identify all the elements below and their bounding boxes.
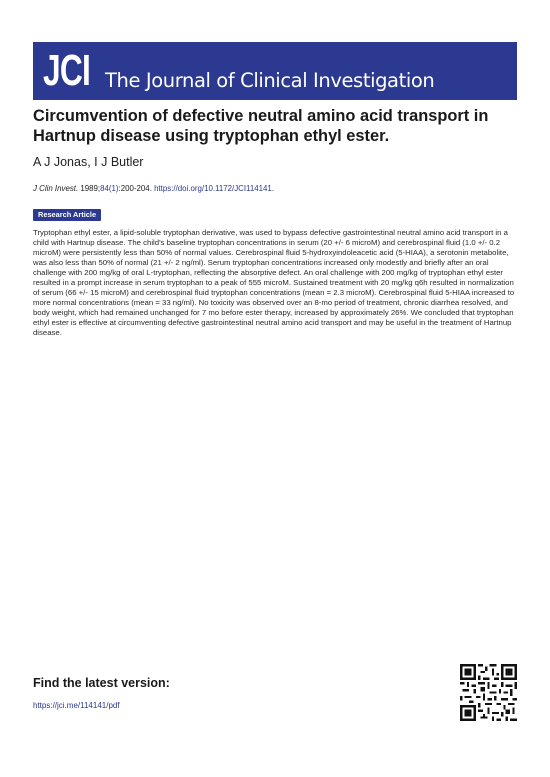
citation-year: 1989;	[80, 184, 101, 193]
citation-journal: J Clin Invest.	[33, 184, 79, 193]
qr-code-icon[interactable]	[460, 664, 517, 721]
article-title: Circumvention of defective neutral amino acid transport in Hartnup disease using tryptophan ethyl ester.	[33, 107, 489, 145]
abstract-text: Tryptophan ethyl ester, a lipid-soluble tryptophan derivative, was used to bypass defective gastrointestinal neutral amino acid transport in a child with Hartnup disease. The child's baseline tryptophan concentrations in serum (20 +/- 6 microM) and cerebrospinal fluid (1.0 +/- 0.2 microM) were persistently less than 50% of normal values. Cerebrospinal fluid 5-hydroxyindoleacetic acid (5-HIAA), a serotonin metabolite, was also less than 50% of normal (21 +/- 2 ng/ml). Serum tryptophan concentrations increased only modestly and briefly after an oral challenge with 200 mg/kg of oral L-tryptophan, reflecting the absorptive defect. An oral challenge with 200 mg/kg of tryptophan ethyl ester resulted in a prompt increase in serum tryptophan to a peak of 555 microM. Sustained treatment with 20 mg/kg q6h resulted in normalization of serum (66 +/- 15 microM) and cerebrospinal fluid tryptophan concentrations (mean = 2.3 microM). Cerebrospinal fluid 5-HIAA increased to more normal concentrations (mean = 33 ng/ml). No toxicity was observed over an 8-mo period of treatment, chronic diarrhea resolved, and body weight, which had remained unchanged for 7 mo before ester therapy, increased by approximately 26%. We concluded that tryptophan ethyl ester is effective at circumventing defective gastrointestinal neutral amino acid transport and may be useful in the treatment of Hartnup disease.	[33, 228, 515, 338]
doi-link[interactable]: https://doi.org/10.1172/JCI114141	[154, 184, 272, 193]
latest-version-heading: Find the latest version:	[33, 676, 170, 690]
article-authors: A J Jonas, I J Butler	[33, 155, 144, 169]
citation-issue-link[interactable]: 84(1)	[100, 184, 119, 193]
journal-name: The Journal of Clinical Investigation	[105, 68, 435, 92]
latest-version-link[interactable]: https://jci.me/114141/pdf	[33, 701, 120, 710]
citation-trailing: .	[271, 184, 275, 193]
citation-pages: :200-204.	[118, 184, 152, 193]
jci-logo: JCI	[43, 46, 91, 95]
citation-line	[33, 184, 274, 193]
article-type-badge: Research Article	[33, 209, 101, 221]
journal-banner	[33, 42, 517, 100]
